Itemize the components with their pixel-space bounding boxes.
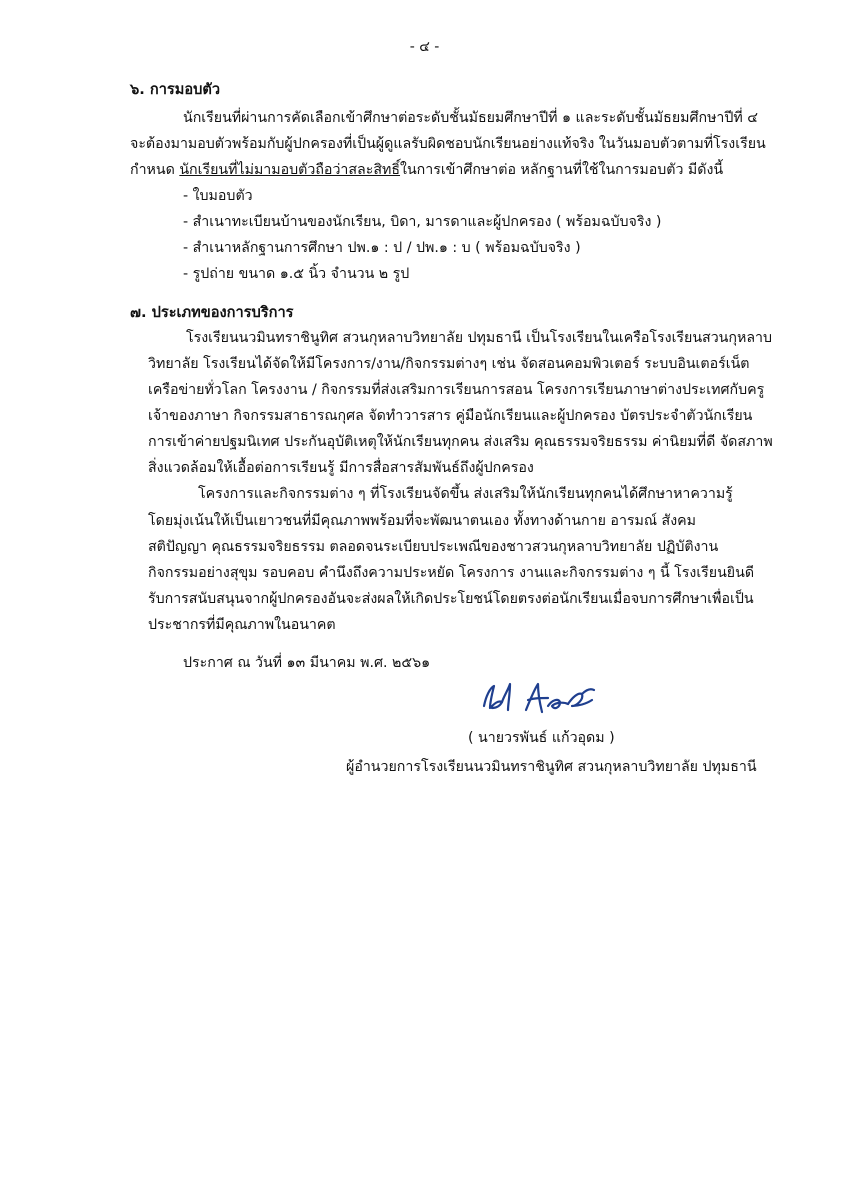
section-7-paragraph-line: สติปัญญา คุณธรรมจริยธรรม ตลอดจนระเบียบประเพณีของชาวสวนกุหลาบวิทยาลัย ปฏิบัติงาน bbox=[148, 539, 719, 555]
announcement-date: ประกาศ ณ วันที่ ๑๓ มีนาคม พ.ศ. ๒๕๖๑ bbox=[183, 655, 431, 671]
page-number: - ๔ - bbox=[409, 39, 440, 55]
document-list-item: - สำเนาหลักฐานการศึกษา ปพ.๑ : ป / ปพ.๑ : บ ( พร้อมฉบับจริง ) bbox=[183, 240, 581, 256]
section-7-paragraph-line: กิจกรรมอย่างสุขุม รอบคอบ คำนึงถึงความประหยัด โครงการ งานและกิจกรรมต่าง ๆ นี้ โรงเรียนยินดี bbox=[148, 565, 755, 581]
section-7-paragraph-line: วิทยาลัย โรงเรียนได้จัดให้มีโครงการ/งาน/กิจกรรมต่างๆ เช่น จัดสอนคอมพิวเตอร์ ระบบอินเตอร์เน็ต bbox=[148, 356, 750, 372]
section-6-heading: ๖. การมอบตัว bbox=[130, 81, 221, 98]
section-7-paragraph-line: โครงการและกิจกรรมต่าง ๆ ที่โรงเรียนจัดขึ้น ส่งเสริมให้นักเรียนทุกคนได้ศึกษาหาความรู้ bbox=[198, 486, 733, 502]
forfeit-notice: นักเรียนที่ไม่มามอบตัวถือว่าสละสิทธิ์ bbox=[179, 162, 401, 178]
document-list-item: - สำเนาทะเบียนบ้านของนักเรียน, บิดา, มารดาและผู้ปกครอง ( พร้อมฉบับจริง ) bbox=[183, 214, 662, 230]
section-7-paragraph-line: เครือข่ายทั่วโลก โครงงาน / กิจกรรมที่ส่งเสริมการเรียนการสอน โครงการเรียนภาษาต่างประเทศกับครู bbox=[148, 382, 765, 398]
section-7-paragraph-line: สิ่งแวดล้อมให้เอื้อต่อการเรียนรู้ มีการสื่อสารสัมพันธ์ถึงผู้ปกครอง bbox=[148, 460, 534, 476]
section-7-paragraph-line: การเข้าค่ายปฐมนิเทศ ประกันอุบัติเหตุให้นักเรียนทุกคน ส่งเสริม คุณธรรมจริยธรรม ค่านิยมที่ดี จัดสภาพ bbox=[148, 434, 773, 450]
paragraph-text: กำหนด bbox=[130, 162, 180, 178]
section-6-paragraph-line: จะต้องมามอบตัวพร้อมกับผู้ปกครองที่เป็นผู้ดูแลรับผิดชอบนักเรียนอย่างแท้จริง ในวันมอบตัวตามที่โรงเรียน bbox=[130, 136, 766, 152]
section-7-heading: ๗. ประเภทของการบริการ bbox=[130, 304, 294, 321]
document-list-item: - ใบมอบตัว bbox=[183, 188, 253, 204]
document-list-item: - รูปถ่าย ขนาด ๑.๕ นิ้ว จำนวน ๒ รูป bbox=[183, 266, 410, 282]
signature-image bbox=[478, 676, 608, 724]
section-6-paragraph-line: นักเรียนที่ผ่านการคัดเลือกเข้าศึกษาต่อระดับชั้นมัธยมศึกษาปีที่ ๑ และระดับชั้นมัธยมศึกษาปีที่ ๔ bbox=[183, 110, 759, 126]
section-7-paragraph-line: ประชากรที่มีคุณภาพในอนาคต bbox=[148, 617, 336, 633]
signer-name: ( นายวรพันธ์ แก้วอุดม ) bbox=[468, 730, 615, 746]
section-7-paragraph-line: โรงเรียนนวมินทราชินูทิศ สวนกุหลาบวิทยาลัย ปทุมธานี เป็นโรงเรียนในเครือโรงเรียนสวนกุหลาบ bbox=[186, 330, 772, 346]
paragraph-text: ในการเข้าศึกษาต่อ หลักฐานที่ใช้ในการมอบตัว มีดังนี้ bbox=[400, 162, 724, 178]
section-7-paragraph-line: เจ้าของภาษา กิจกรรมสาธารณกุศล จัดทำวารสาร คู่มือนักเรียนและผู้ปกครอง บัตรประจำตัวนักเรียน bbox=[148, 408, 753, 424]
section-7-paragraph-line: รับการสนับสนุนจากผู้ปกครองอันจะส่งผลให้เกิดประโยชน์โดยตรงต่อนักเรียนเมื่อจบการศึกษาเพื่อเป็น bbox=[148, 591, 754, 607]
signer-title: ผู้อำนวยการโรงเรียนนวมินทราชินูทิศ สวนกุหลาบวิทยาลัย ปทุมธานี bbox=[346, 759, 757, 775]
section-6-paragraph-line bbox=[130, 159, 723, 181]
section-7-paragraph-line: โดยมุ่งเน้นให้เป็นเยาวชนที่มีคุณภาพพร้อมที่จะพัฒนาตนเอง ทั้งทางด้านกาย อารมณ์ สังคม bbox=[148, 513, 696, 529]
